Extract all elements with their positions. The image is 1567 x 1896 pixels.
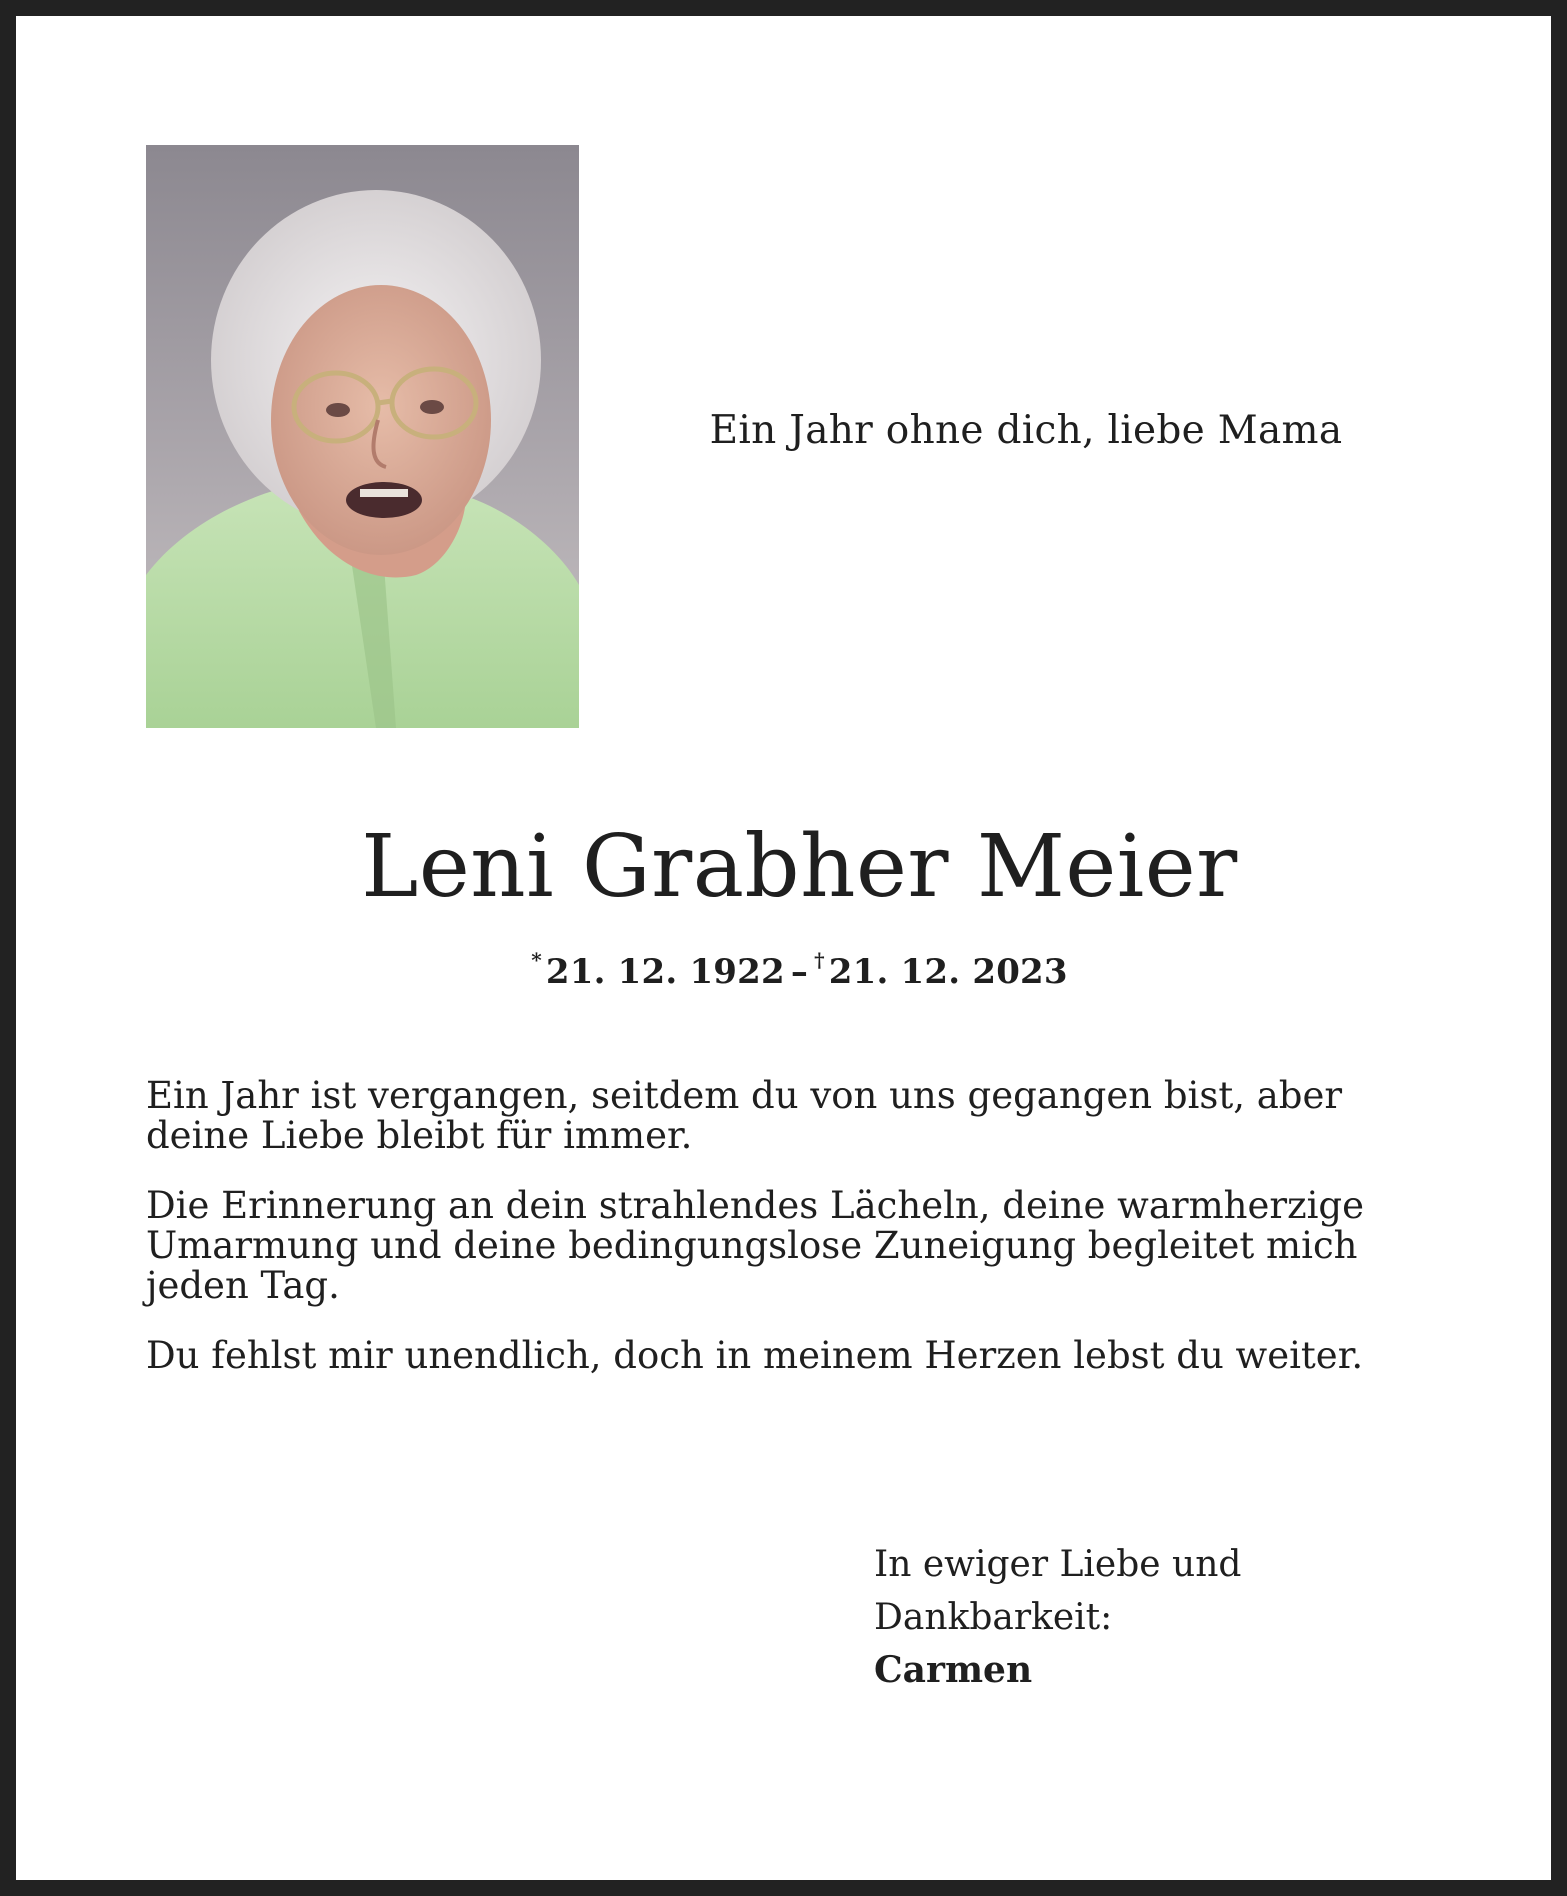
glasses-bridge [378,401,392,403]
life-dates [16,948,1567,992]
death-symbol: † [814,948,825,972]
birth-symbol: * [531,948,542,972]
paragraph: Die Erinnerung an dein strahlendes Lächeln, deine warmherzige Umarmung und deine bedingungslose Zuneigung begleitet mich jeden Tag. [146,1184,1365,1307]
deceased-name: Leni Grabher Meier [361,817,1238,917]
eye-right [420,400,444,414]
portrait-illustration [146,145,579,728]
date-separator: – [790,952,809,992]
mouth-shape [346,482,422,518]
portrait-photo [146,145,579,728]
teeth-shape [360,489,408,497]
paragraph: Ein Jahr ist vergangen, seitdem du von uns gegangen bist, aber deine Liebe bleibt für immer. [146,1074,1343,1157]
closing-line: In ewiger Liebe und Dankbarkeit: [874,1544,1242,1638]
paragraph: Du fehlst mir unendlich, doch in meinem Herzen lebst du weiter. [146,1334,1364,1377]
birth-date: 21. 12. 1922 [545,952,785,992]
headline: Ein Jahr ohne dich, liebe Mama [709,408,1343,453]
death-date: 21. 12. 2023 [828,952,1068,992]
signer-name: Carmen [874,1649,1033,1691]
eye-left [326,403,350,417]
closing-block [874,1538,1474,1697]
memorial-text [146,1076,1456,1406]
